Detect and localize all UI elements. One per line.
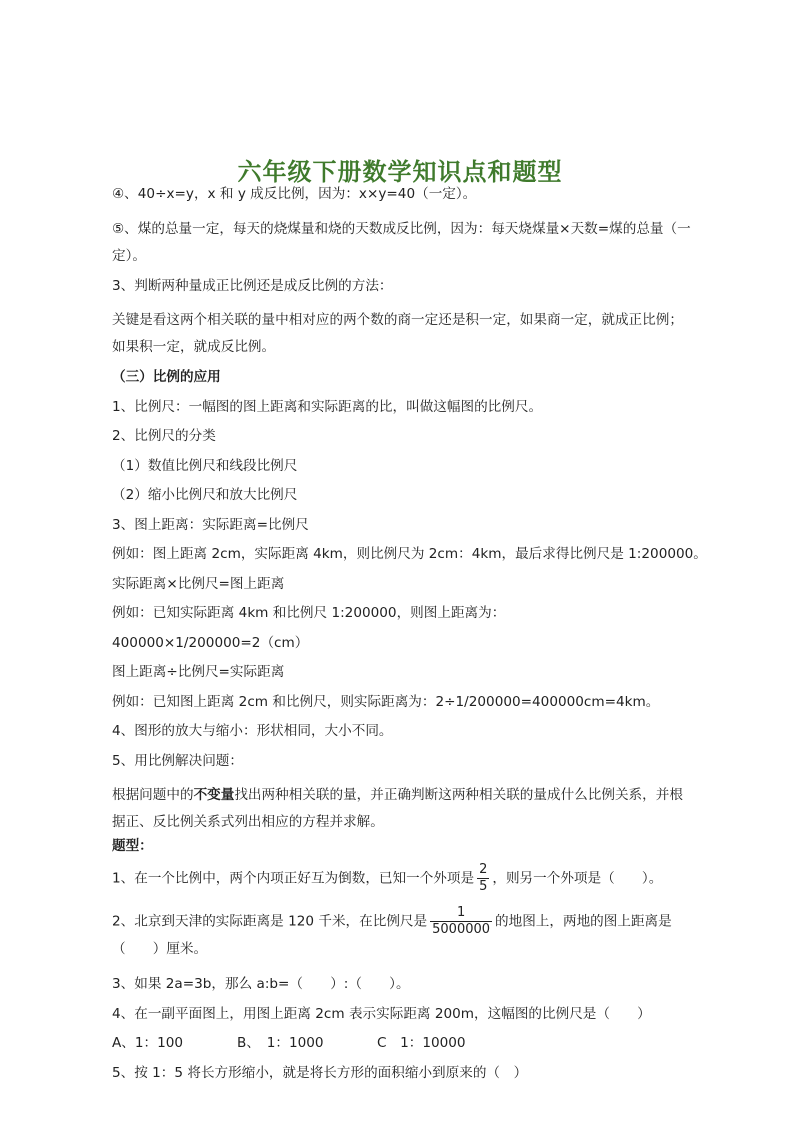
- text-line: （ ）厘米。: [112, 941, 208, 957]
- fraction-denominator: 5000000: [432, 922, 491, 937]
- option-a: A、1：100: [112, 1035, 184, 1051]
- fraction-numerator: 1: [456, 905, 466, 920]
- text-line: 实际距离×比例尺=图上距离: [112, 575, 285, 592]
- text-line: （1）数值比例尺和线段比例尺: [112, 457, 298, 474]
- text-line: 图上距离÷比例尺=实际距离: [112, 664, 285, 680]
- question-3: 3、如果 2a=3b，那么 a:b=（ ）:（ ）。: [112, 976, 410, 992]
- page-title: 六年级下册数学知识点和题型: [237, 158, 563, 186]
- fraction-denominator: 5: [479, 879, 488, 894]
- option-b: B、 1：1000: [237, 1035, 324, 1051]
- fraction-numerator: 2: [479, 862, 488, 877]
- section-heading: （三）比例的应用: [112, 369, 221, 385]
- text-line: [112, 782, 692, 836]
- text-line: 3、图上距离：实际距离=比例尺: [112, 516, 309, 533]
- question-5: 5、按 1：5 将长方形缩小，就是将长方形的面积缩小到原来的（ ）: [112, 1064, 528, 1081]
- question-4: 4、在一副平面图上，用图上距离 2cm 表示实际距离 200m，这幅图的比例尺是（ ）: [112, 1005, 651, 1022]
- text-line: 4、图形的放大与缩小：形状相同，大小不同。: [112, 723, 393, 739]
- text-span: 的地图上，两地的图上距离是: [495, 913, 672, 930]
- text-span: 2、北京到天津的实际距离是 120 千米，在比例尺是: [112, 913, 428, 930]
- text-line: 2、比例尺的分类: [112, 428, 216, 444]
- text-line: 5、用比例解决问题：: [112, 752, 243, 769]
- text-line: 3、判断两种量成正比例还是成反比例的方法：: [112, 277, 393, 294]
- text-line: （2）缩小比例尺和放大比例尺: [112, 487, 298, 503]
- emphasis-text: 不变量: [193, 787, 235, 803]
- text-line: 400000×1/200000=2（cm）: [112, 634, 309, 651]
- text-line: 关键是看这两个相关联的量中相对应的两个数的商一定还是积一定，如果商一定，就成正比例；如果积一定，就成反比例。: [112, 312, 683, 355]
- question-2: [112, 906, 692, 937]
- fraction: [477, 863, 489, 894]
- question-4-options: [112, 1035, 692, 1052]
- section-heading: 题型：: [112, 838, 153, 854]
- option-c: C 1：10000: [377, 1035, 466, 1051]
- text-span: ，则另一个外项是（ ）。: [492, 870, 663, 887]
- document-body: [112, 186, 707, 1094]
- text-line: 例如：已知实际距离 4km 和比例尺 1:200000，则图上距离为：: [112, 605, 506, 621]
- text-span: 根据问题中的: [112, 787, 194, 803]
- text-line: ④、40÷x=y，x 和 y 成反比例，因为：x×y=40（一定）。: [112, 186, 477, 202]
- text-span: 1、在一个比例中，两个内项正好互为倒数，已知一个外项是: [112, 870, 475, 887]
- question-1: [112, 863, 692, 894]
- text-span: 找出两种相关联的量，并正确判断这两种相关联的量成什么比例关系，并根据正、反比例关系式列出相应的方程并求解。: [112, 787, 683, 830]
- text-line: 例如：已知图上距离 2cm 和比例尺，则实际距离为：2÷1/200000=400000cm=4km。: [112, 693, 660, 710]
- fraction: [430, 906, 492, 937]
- text-line: 1、比例尺：一幅图的图上距离和实际距离的比，叫做这幅图的比例尺。: [112, 398, 543, 415]
- text-line: ⑤、煤的总量一定，每天的烧煤量和烧的天数成反比例，因为：每天烧煤量×天数=煤的总量（一定）。: [112, 220, 691, 264]
- text-line: 例如：图上距离 2cm，实际距离 4km，则比例尺为 2cm：4km，最后求得比例尺是 1:200000。: [112, 546, 707, 562]
